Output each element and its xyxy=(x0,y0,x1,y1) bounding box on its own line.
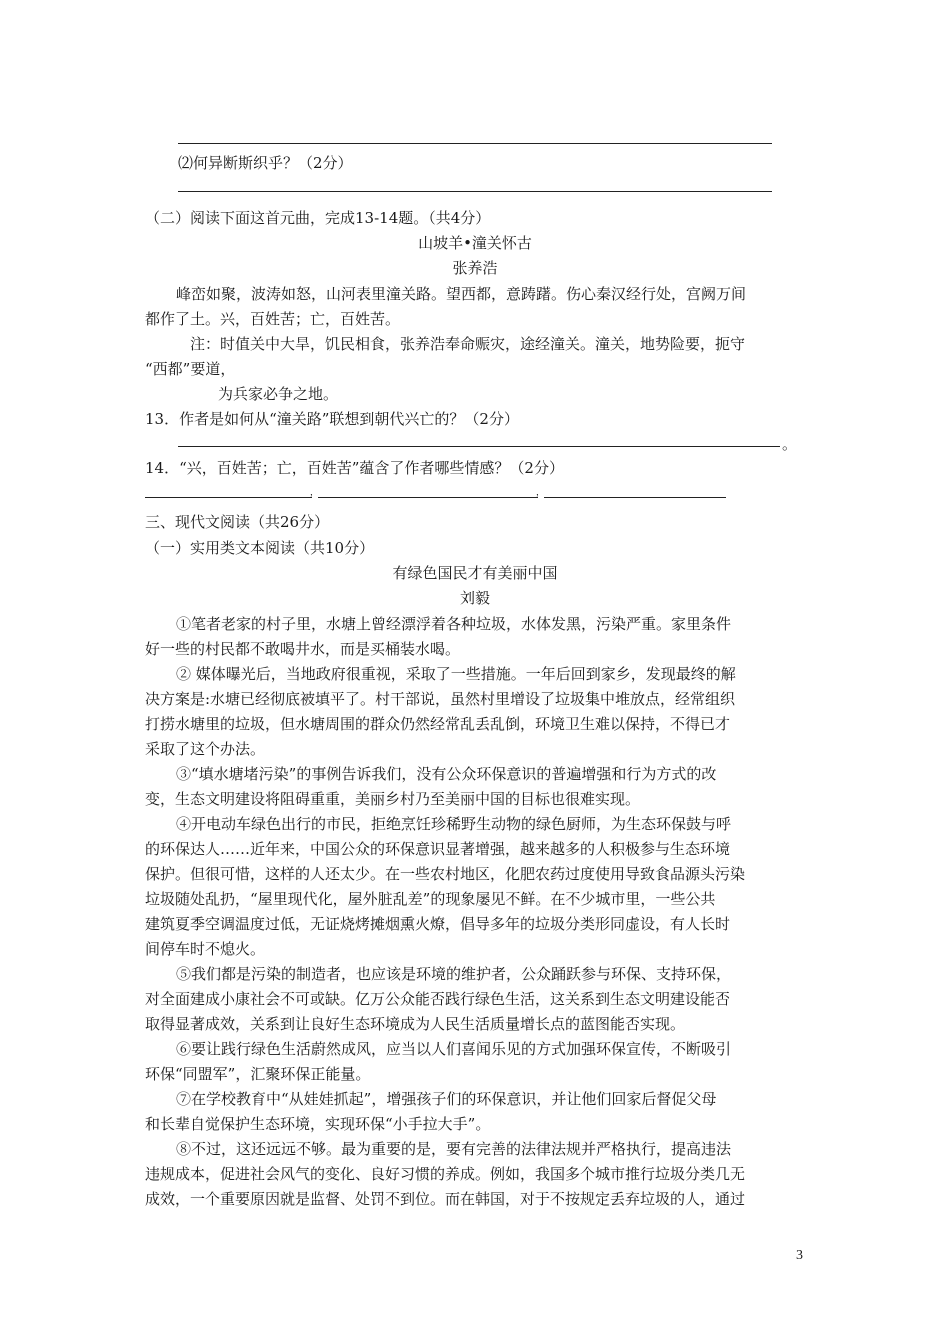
poem-note-line: 为兵家必争之地。 xyxy=(218,385,339,403)
article-line: ⑥要让践行绿色生活蔚然成风，应当以人们喜闻乐见的方式加强环保宣传，不断吸引 xyxy=(176,1040,732,1058)
answer-line xyxy=(178,446,780,447)
question-12-2: ⑵何异断斯织乎？（2分） xyxy=(178,154,353,172)
article-line: 违规成本，促进社会风气的变化、良好习惯的养成。例如，我国多个城市推行垃圾分类几无 xyxy=(145,1165,746,1183)
section-heading-modern: 三、现代文阅读（共26分） xyxy=(145,513,330,531)
poem-line: 都作了土。兴，百姓苦；亡，百姓苦。 xyxy=(145,310,401,328)
answer-line xyxy=(178,191,772,192)
article-line: 环保“同盟军”，汇聚环保正能量。 xyxy=(145,1065,371,1083)
answer-line xyxy=(318,497,538,498)
article-line: ①笔者老家的村子里，水塘上曾经漂浮着各种垃圾，水体发黑，污染严重。家里条件 xyxy=(176,615,732,633)
article-line: ⑦在学校教育中“从娃娃抓起”，增强孩子们的环保意识，并让他们回家后督促父母 xyxy=(176,1090,717,1108)
poem-note-line: 注：时值关中大旱，饥民相食，张养浩奉命赈灾，途经潼关。潼关，地势险要，扼守 xyxy=(190,335,746,353)
article-line: ② 媒体曝光后，当地政府很重视，采取了一些措施。一年后回到家乡，发现最终的解 xyxy=(176,665,736,683)
answer-separator: ， xyxy=(536,488,546,498)
subsection-heading: （一）实用类文本阅读（共10分） xyxy=(145,539,375,557)
article-title: 有绿色国民才有美丽中国 xyxy=(392,564,558,582)
article-line: ⑧不过，这还远远不够。最为重要的是，要有完善的法律法规并严格执行，提高违法 xyxy=(176,1140,732,1158)
article-line: 保护。但很可惜，这样的人还太少。在一些农村地区，化肥农药过度使用导致食品源头污染 xyxy=(145,865,746,883)
poem-line: 峰峦如聚，波涛如怒，山河表里潼关路。望西都，意踌躇。伤心秦汉经行处，宫阙万间 xyxy=(176,285,747,303)
article-line: 垃圾随处乱扔，“屋里现代化，屋外脏乱差”的现象屡见不鲜。在不少城市里，一些公共 xyxy=(145,890,716,908)
article-line: 间停车时不熄火。 xyxy=(145,940,266,958)
article-line: 决方案是:水塘已经彻底被填平了。村干部说，虽然村里增设了垃圾集中堆放点，经常组织 xyxy=(145,690,736,708)
article-line: 打捞水塘里的垃圾，但水塘周围的群众仍然经常乱丢乱倒，环境卫生难以保持，不得已才 xyxy=(145,715,731,733)
answer-line xyxy=(178,143,772,144)
poem-author: 张养浩 xyxy=(452,259,498,277)
question-13: 13．作者是如何从“潼关路”联想到朝代兴亡的？（2分） xyxy=(145,410,519,428)
article-line: 对全面建成小康社会不可或缺。亿万公众能否践行绿色生活，这关系到生态文明建设能否 xyxy=(145,990,731,1008)
article-line: ④开电动车绿色出行的市民，拒绝烹饪珍稀野生动物的绿色厨师，为生态环保鼓与呼 xyxy=(176,815,732,833)
article-line: 的环保达人……近年来，中国公众的环保意识显著增强，越来越多的人积极参与生态环境 xyxy=(145,840,731,858)
answer-separator: ， xyxy=(310,488,320,498)
poem-note-line: “西都”要道， xyxy=(145,360,236,378)
article-line: 建筑夏季空调温度过低，无证烧烤摊烟熏火燎，倡导多年的垃圾分类形同虚设，有人长时 xyxy=(145,915,731,933)
poem-title: 山坡羊•潼关怀古 xyxy=(418,234,532,252)
answer-line xyxy=(544,497,726,498)
section-heading-poem: （二）阅读下面这首元曲，完成13-14题。（共4分） xyxy=(145,209,491,227)
article-line: ③“填水塘堵污染”的事例告诉我们，没有公众环保意识的普遍增强和行为方式的改 xyxy=(176,765,717,783)
article-line: 好一些的村民都不敢喝井水，而是买桶装水喝。 xyxy=(145,640,461,658)
article-line: 变，生态文明建设将阻碍重重，美丽乡村乃至美丽中国的目标也很难实现。 xyxy=(145,790,641,808)
article-line: 采取了这个办法。 xyxy=(145,740,266,758)
answer-line xyxy=(145,497,312,498)
article-line: 成效，一个重要原因就是监督、处罚不到位。而在韩国，对于不按规定丢弃垃圾的人，通过 xyxy=(145,1190,746,1208)
answer-line-end: 。 xyxy=(782,435,798,453)
article-author: 刘毅 xyxy=(459,589,490,607)
article-line: ⑤我们都是污染的制造者，也应该是环境的维护者，公众踊跃参与环保、支持环保， xyxy=(176,965,732,983)
page-number: 3 xyxy=(796,1248,803,1263)
question-14: 14．“兴，百姓苦；亡，百姓苦”蕴含了作者哪些情感？（2分） xyxy=(145,459,564,477)
article-line: 和长辈自觉保护生态环境，实现环保“小手拉大手”。 xyxy=(145,1115,491,1133)
article-line: 取得显著成效，关系到让良好生态环境成为人民生活质量增长点的蓝图能否实现。 xyxy=(145,1015,686,1033)
